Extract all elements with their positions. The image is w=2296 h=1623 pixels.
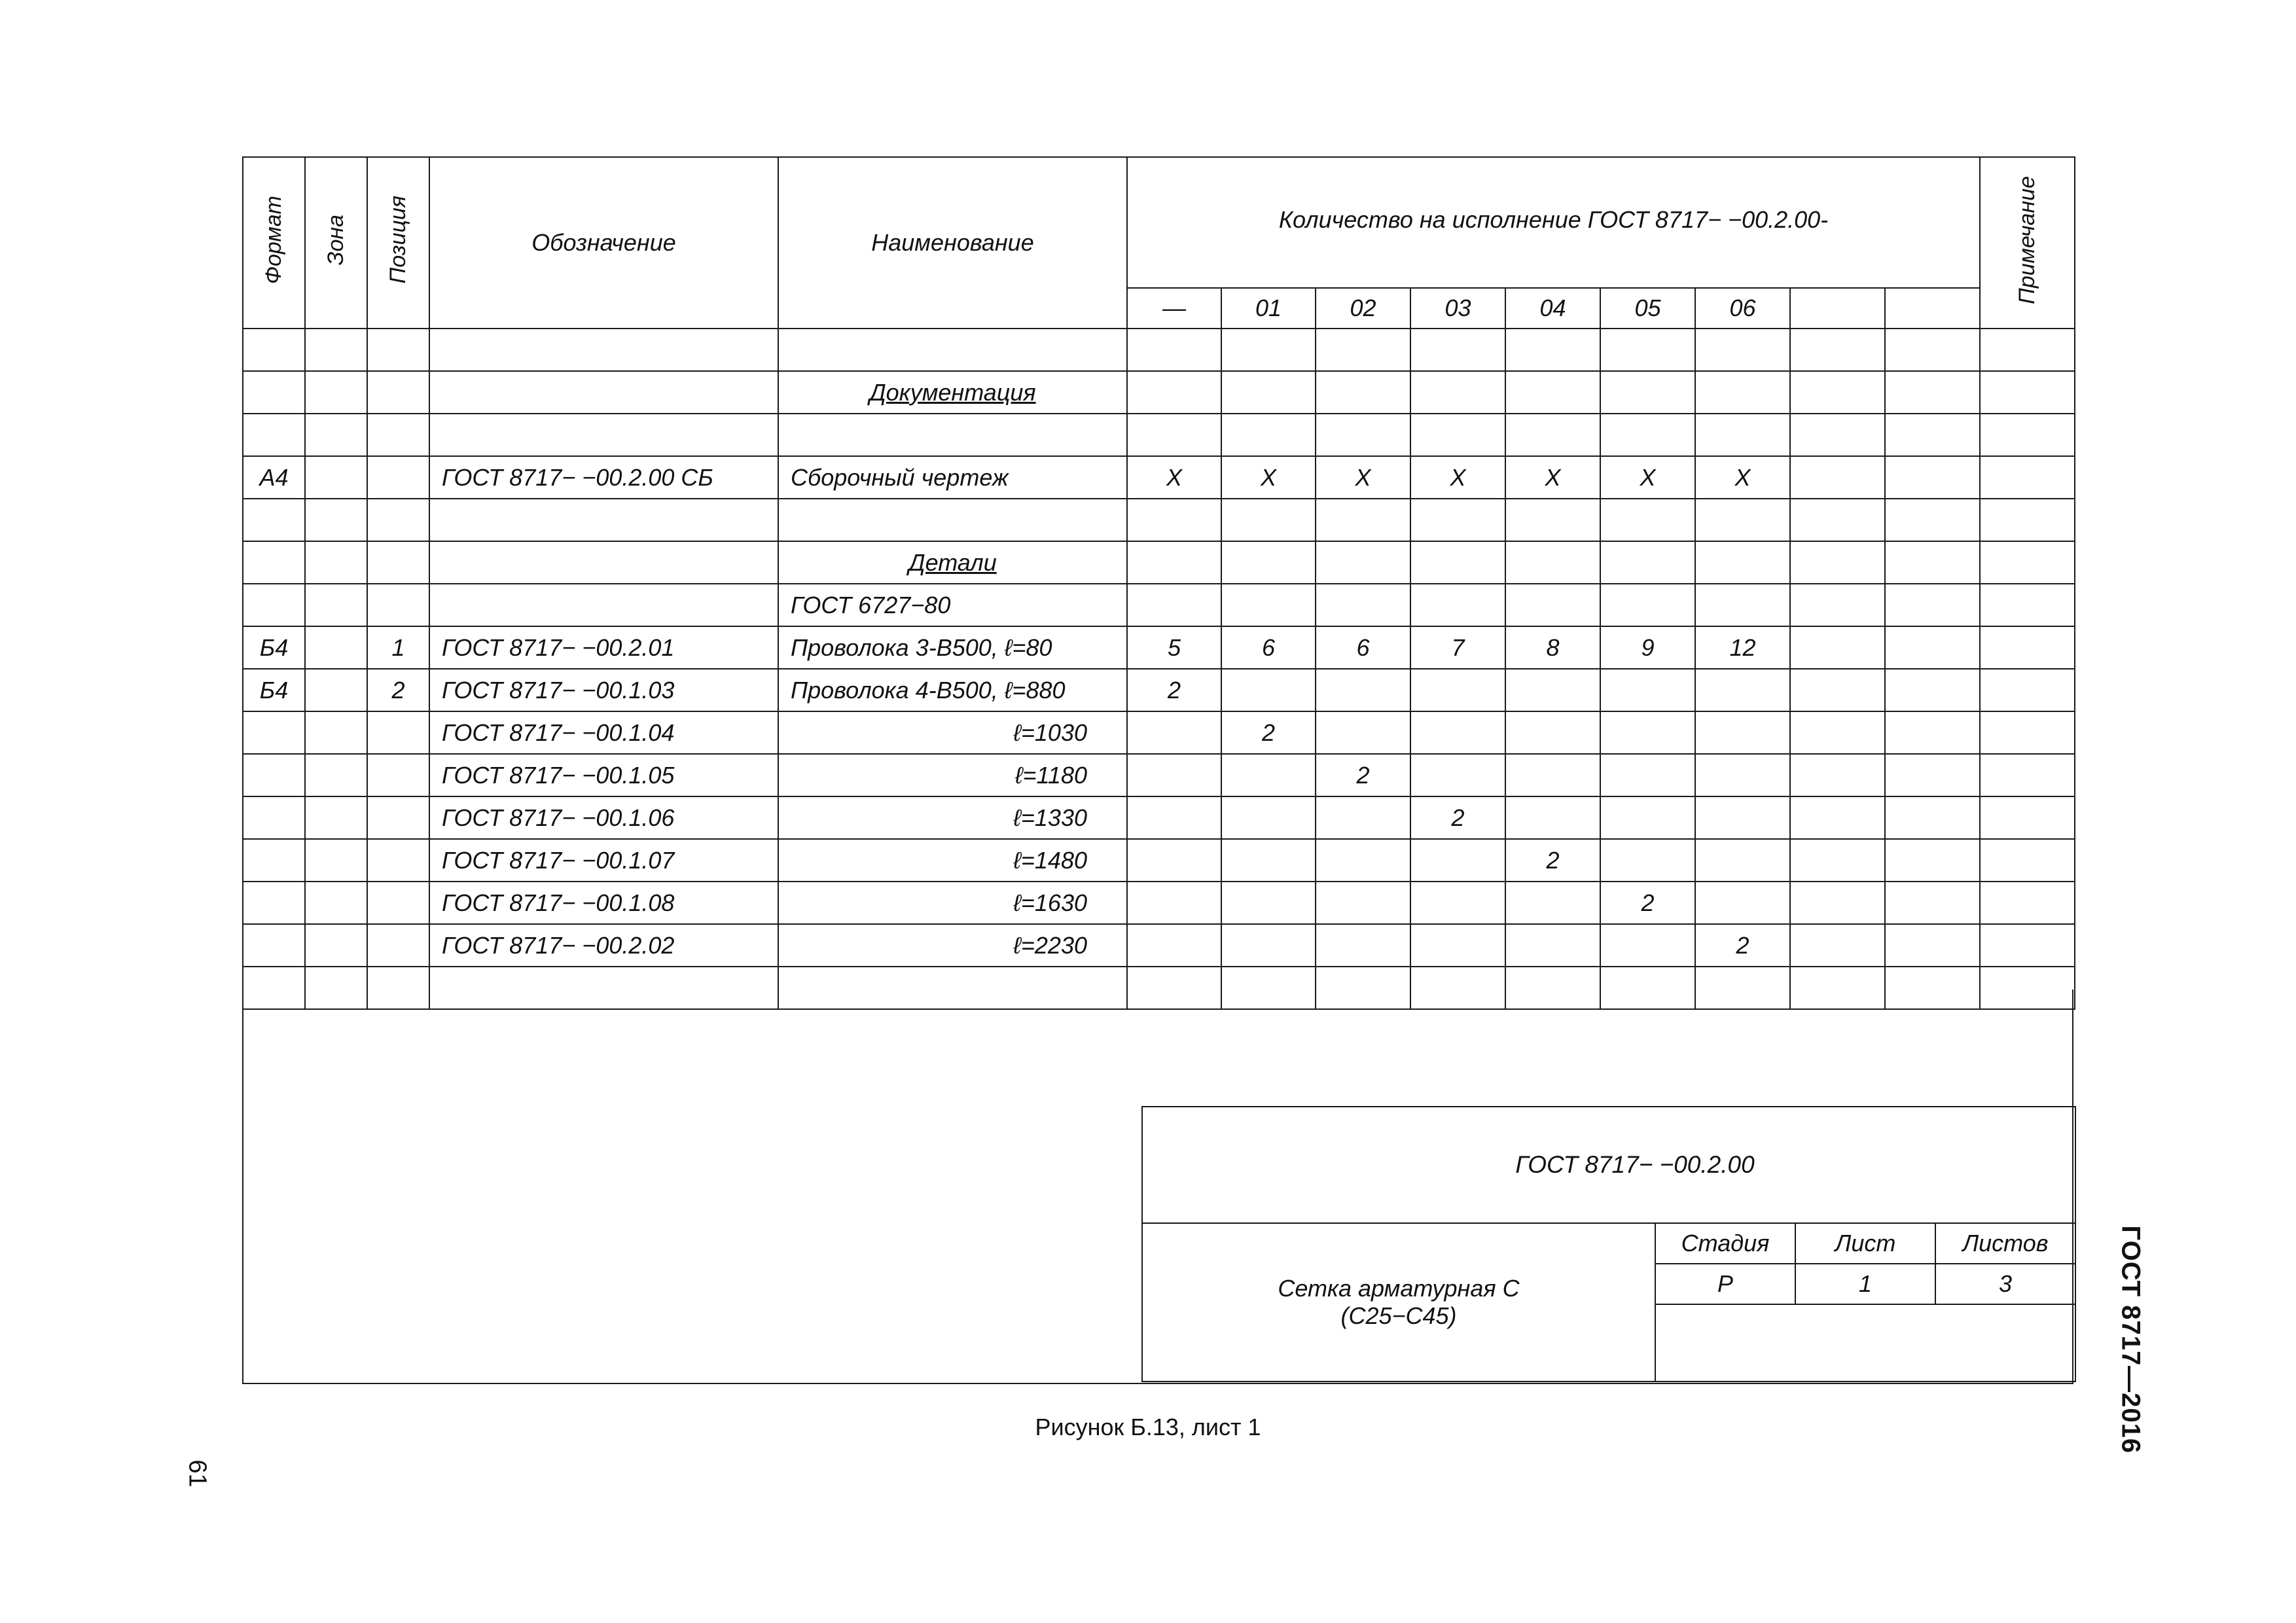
- quantity-cell: [1790, 796, 1885, 839]
- stage-label: Стадия: [1655, 1223, 1795, 1264]
- name-cell: Проволока 4-В500, ℓ=880: [778, 669, 1127, 711]
- quantity-cell: [1885, 754, 1980, 796]
- zone-cell: [305, 754, 367, 796]
- quantity-cell: [1790, 584, 1885, 626]
- quantity-cell: [1885, 541, 1980, 584]
- name-cell: ℓ=1480: [778, 839, 1127, 882]
- table-row: [243, 796, 2075, 839]
- name-cell: ℓ=1630: [778, 882, 1127, 924]
- designation-cell: [429, 584, 778, 626]
- format-cell: [243, 839, 305, 882]
- position-cell: [367, 882, 429, 924]
- note-cell: [1980, 329, 2075, 371]
- figure-caption: Рисунок Б.13, лист 1: [1035, 1414, 1261, 1440]
- header-row: [243, 157, 2075, 288]
- position-cell: [367, 499, 429, 541]
- quantity-cell: [1505, 882, 1600, 924]
- table-row: [243, 584, 2075, 626]
- quantity-cell: [1695, 796, 1790, 839]
- quantity-cell: 8: [1505, 626, 1600, 669]
- position-cell: [367, 839, 429, 882]
- format-cell: [243, 924, 305, 967]
- zone-cell: [305, 329, 367, 371]
- quantity-cell: [1505, 711, 1600, 754]
- quantity-cell: [1695, 371, 1790, 414]
- quantity-cell: [1695, 541, 1790, 584]
- note-cell: [1980, 924, 2075, 967]
- table-row: [243, 839, 2075, 882]
- format-cell: [243, 796, 305, 839]
- quantity-cell: Х: [1316, 456, 1410, 499]
- name-cell: Сборочный чертеж: [778, 456, 1127, 499]
- name-cell: Проволока 3-В500, ℓ=80: [778, 626, 1127, 669]
- quantity-cell: [1505, 329, 1600, 371]
- section-heading: Детали: [908, 548, 997, 576]
- designation-cell: ГОСТ 8717− −00.1.05: [429, 754, 778, 796]
- quantity-cell: [1600, 839, 1695, 882]
- quantity-cell: [1790, 456, 1885, 499]
- quantity-cell: [1127, 584, 1221, 626]
- position-cell: 2: [367, 669, 429, 711]
- position-cell: [367, 456, 429, 499]
- table-row: [243, 414, 2075, 456]
- quantity-cell: [1410, 839, 1505, 882]
- quantity-cell: [1221, 839, 1316, 882]
- quantity-cell: 9: [1600, 626, 1695, 669]
- format-cell: [243, 754, 305, 796]
- quantity-cell: [1221, 499, 1316, 541]
- note-cell: [1980, 754, 2075, 796]
- quantity-cell: [1505, 669, 1600, 711]
- quantity-cell: [1505, 414, 1600, 456]
- table-row: [243, 499, 2075, 541]
- format-cell: [243, 414, 305, 456]
- quantity-cell: [1505, 541, 1600, 584]
- note-cell: [1980, 796, 2075, 839]
- variant-cell: 02: [1316, 288, 1410, 329]
- quantity-cell: 2: [1316, 754, 1410, 796]
- quantity-cell: Х: [1410, 456, 1505, 499]
- quantity-cell: [1221, 584, 1316, 626]
- quantity-cell: [1505, 796, 1600, 839]
- quantity-cell: [1790, 414, 1885, 456]
- designation-cell: ГОСТ 8717− −00.1.06: [429, 796, 778, 839]
- quantity-cell: [1410, 882, 1505, 924]
- title-block-name-line2: (С25−С45): [1340, 1302, 1457, 1329]
- quantity-cell: 2: [1695, 924, 1790, 967]
- quantity-cell: [1221, 754, 1316, 796]
- quantity-cell: [1600, 711, 1695, 754]
- quantity-cell: 2: [1505, 839, 1600, 882]
- variant-cell: 04: [1505, 288, 1600, 329]
- quantity-cell: [1885, 669, 1980, 711]
- quantity-cell: [1316, 329, 1410, 371]
- quantity-cell: [1885, 371, 1980, 414]
- quantity-cell: [1127, 414, 1221, 456]
- quantity-cell: [1885, 796, 1980, 839]
- quantity-cell: [1316, 371, 1410, 414]
- header-zone: Зона: [305, 157, 367, 329]
- quantity-cell: [1885, 711, 1980, 754]
- specification-table: [242, 156, 2075, 1010]
- designation-cell: [429, 541, 778, 584]
- quantity-cell: [1885, 329, 1980, 371]
- quantity-cell: [1600, 754, 1695, 796]
- quantity-cell: [1885, 584, 1980, 626]
- position-cell: [367, 371, 429, 414]
- designation-cell: ГОСТ 8717− −00.1.04: [429, 711, 778, 754]
- header-position: Позиция: [367, 157, 429, 329]
- quantity-cell: [1695, 839, 1790, 882]
- header-quantity: Количество на исполнение ГОСТ 8717− −00.2.00-: [1127, 157, 1980, 288]
- quantity-cell: [1885, 456, 1980, 499]
- variant-cell: 01: [1221, 288, 1316, 329]
- quantity-cell: [1127, 839, 1221, 882]
- position-cell: [367, 541, 429, 584]
- quantity-cell: [1600, 584, 1695, 626]
- quantity-cell: Х: [1600, 456, 1695, 499]
- variant-cell: —: [1127, 288, 1221, 329]
- quantity-cell: [1127, 796, 1221, 839]
- position-cell: [367, 711, 429, 754]
- quantity-cell: [1316, 882, 1410, 924]
- designation-cell: ГОСТ 8717− −00.2.00 СБ: [429, 456, 778, 499]
- format-cell: [243, 371, 305, 414]
- position-cell: [367, 796, 429, 839]
- format-cell: [243, 329, 305, 371]
- quantity-cell: [1695, 711, 1790, 754]
- zone-cell: [305, 669, 367, 711]
- quantity-cell: [1410, 329, 1505, 371]
- sheets-value: 3: [1935, 1264, 2075, 1304]
- format-cell: Б4: [243, 626, 305, 669]
- quantity-cell: [1316, 796, 1410, 839]
- quantity-cell: [1410, 669, 1505, 711]
- quantity-cell: [1695, 754, 1790, 796]
- zone-cell: [305, 882, 367, 924]
- quantity-cell: 12: [1695, 626, 1790, 669]
- quantity-cell: [1790, 329, 1885, 371]
- variant-cell: 05: [1600, 288, 1695, 329]
- quantity-cell: [1885, 882, 1980, 924]
- sheets-label: Листов: [1935, 1223, 2075, 1264]
- quantity-cell: [1695, 414, 1790, 456]
- quantity-cell: [1316, 669, 1410, 711]
- name-cell: ℓ=2230: [778, 924, 1127, 967]
- section-heading: Документация: [869, 378, 1036, 406]
- designation-cell: ГОСТ 8717− −00.2.02: [429, 924, 778, 967]
- designation-cell: [429, 371, 778, 414]
- designation-cell: [429, 329, 778, 371]
- quantity-cell: [1600, 541, 1695, 584]
- name-cell: [778, 371, 1127, 414]
- variant-cell: [1885, 288, 1980, 329]
- designation-cell: ГОСТ 8717− −00.1.03: [429, 669, 778, 711]
- quantity-cell: [1410, 584, 1505, 626]
- format-cell: [243, 541, 305, 584]
- quantity-cell: [1505, 754, 1600, 796]
- quantity-cell: [1600, 924, 1695, 967]
- standard-number: ГОСТ 8717—2016: [2116, 1225, 2145, 1454]
- table-row: [243, 371, 2075, 414]
- position-cell: [367, 754, 429, 796]
- position-cell: [367, 924, 429, 967]
- quantity-cell: [1127, 541, 1221, 584]
- note-cell: [1980, 371, 2075, 414]
- quantity-cell: [1600, 371, 1695, 414]
- format-cell: [243, 711, 305, 754]
- quantity-cell: [1410, 414, 1505, 456]
- quantity-cell: [1790, 499, 1885, 541]
- table-row: [243, 754, 2075, 796]
- stage-value: Р: [1655, 1264, 1795, 1304]
- quantity-cell: Х: [1127, 456, 1221, 499]
- sheet-value: 1: [1795, 1264, 1935, 1304]
- quantity-cell: [1221, 541, 1316, 584]
- title-block-name-line1: Сетка арматурная С: [1278, 1275, 1520, 1302]
- variant-cell: 03: [1410, 288, 1505, 329]
- title-block: [1141, 1106, 2076, 1382]
- note-cell: [1980, 711, 2075, 754]
- name-cell: ГОСТ 6727−80: [778, 584, 1127, 626]
- quantity-cell: 2: [1410, 796, 1505, 839]
- quantity-cell: [1790, 754, 1885, 796]
- quantity-cell: [1221, 669, 1316, 711]
- zone-cell: [305, 499, 367, 541]
- quantity-cell: [1410, 499, 1505, 541]
- quantity-cell: [1790, 924, 1885, 967]
- name-cell: [778, 541, 1127, 584]
- quantity-cell: [1316, 924, 1410, 967]
- note-cell: [1980, 414, 2075, 456]
- quantity-cell: [1600, 796, 1695, 839]
- note-cell: [1980, 499, 2075, 541]
- position-cell: [367, 414, 429, 456]
- quantity-cell: [1600, 414, 1695, 456]
- sheet-label: Лист: [1795, 1223, 1935, 1264]
- title-block-empty-cell: [1655, 1304, 2075, 1382]
- quantity-cell: [1127, 711, 1221, 754]
- name-cell: [778, 329, 1127, 371]
- quantity-cell: 5: [1127, 626, 1221, 669]
- quantity-cell: [1695, 584, 1790, 626]
- quantity-cell: [1127, 329, 1221, 371]
- designation-cell: ГОСТ 8717− −00.2.01: [429, 626, 778, 669]
- quantity-cell: [1885, 924, 1980, 967]
- quantity-cell: [1885, 626, 1980, 669]
- quantity-cell: [1221, 882, 1316, 924]
- quantity-cell: Х: [1695, 456, 1790, 499]
- zone-cell: [305, 584, 367, 626]
- quantity-cell: 2: [1221, 711, 1316, 754]
- quantity-cell: 6: [1316, 626, 1410, 669]
- quantity-cell: [1316, 584, 1410, 626]
- quantity-cell: [1885, 414, 1980, 456]
- quantity-cell: [1790, 371, 1885, 414]
- name-cell: ℓ=1180: [778, 754, 1127, 796]
- zone-cell: [305, 924, 367, 967]
- quantity-cell: [1790, 711, 1885, 754]
- zone-cell: [305, 626, 367, 669]
- quantity-cell: [1600, 329, 1695, 371]
- quantity-cell: [1505, 499, 1600, 541]
- table-row: [243, 541, 2075, 584]
- position-cell: 1: [367, 626, 429, 669]
- quantity-cell: [1695, 329, 1790, 371]
- header-designation: Обозначение: [429, 157, 778, 329]
- table-row: [243, 626, 2075, 669]
- variant-cell: [1790, 288, 1885, 329]
- note-cell: [1980, 839, 2075, 882]
- quantity-cell: [1600, 669, 1695, 711]
- quantity-cell: [1790, 669, 1885, 711]
- quantity-cell: [1695, 499, 1790, 541]
- table-row: [243, 882, 2075, 924]
- note-cell: [1980, 669, 2075, 711]
- quantity-cell: [1885, 839, 1980, 882]
- note-cell: [1980, 584, 2075, 626]
- quantity-cell: [1316, 414, 1410, 456]
- variant-cell: 06: [1695, 288, 1790, 329]
- quantity-cell: [1127, 371, 1221, 414]
- name-cell: ℓ=1030: [778, 711, 1127, 754]
- quantity-cell: [1695, 882, 1790, 924]
- quantity-cell: [1221, 371, 1316, 414]
- quantity-cell: [1221, 924, 1316, 967]
- quantity-cell: [1600, 499, 1695, 541]
- format-cell: А4: [243, 456, 305, 499]
- title-block-name: [1142, 1223, 1655, 1382]
- header-name: Наименование: [778, 157, 1127, 329]
- quantity-cell: 2: [1127, 669, 1221, 711]
- name-cell: [778, 499, 1127, 541]
- quantity-cell: [1410, 371, 1505, 414]
- format-cell: [243, 882, 305, 924]
- position-cell: [367, 584, 429, 626]
- zone-cell: [305, 414, 367, 456]
- note-cell: [1980, 626, 2075, 669]
- table-row: [243, 456, 2075, 499]
- header-format: Формат: [243, 157, 305, 329]
- table-row: [243, 669, 2075, 711]
- quantity-cell: [1505, 924, 1600, 967]
- designation-cell: [429, 499, 778, 541]
- quantity-cell: [1316, 499, 1410, 541]
- format-cell: [243, 584, 305, 626]
- designation-cell: [429, 414, 778, 456]
- quantity-cell: [1221, 329, 1316, 371]
- quantity-cell: [1505, 584, 1600, 626]
- table-row: [243, 329, 2075, 371]
- zone-cell: [305, 839, 367, 882]
- zone-cell: [305, 541, 367, 584]
- quantity-cell: [1410, 754, 1505, 796]
- quantity-cell: [1316, 711, 1410, 754]
- format-cell: [243, 499, 305, 541]
- quantity-cell: [1885, 499, 1980, 541]
- quantity-cell: [1127, 499, 1221, 541]
- quantity-cell: [1790, 626, 1885, 669]
- page-number: 61: [183, 1459, 211, 1488]
- position-cell: [367, 329, 429, 371]
- note-cell: [1980, 882, 2075, 924]
- quantity-cell: [1316, 839, 1410, 882]
- designation-cell: ГОСТ 8717− −00.1.08: [429, 882, 778, 924]
- quantity-cell: [1221, 796, 1316, 839]
- quantity-cell: [1790, 882, 1885, 924]
- quantity-cell: [1410, 711, 1505, 754]
- table-row: [243, 924, 2075, 967]
- name-cell: [778, 414, 1127, 456]
- note-cell: [1980, 456, 2075, 499]
- zone-cell: [305, 371, 367, 414]
- zone-cell: [305, 796, 367, 839]
- quantity-cell: Х: [1505, 456, 1600, 499]
- quantity-cell: 2: [1600, 882, 1695, 924]
- quantity-cell: [1127, 754, 1221, 796]
- zone-cell: [305, 711, 367, 754]
- quantity-cell: [1790, 839, 1885, 882]
- designation-cell: ГОСТ 8717− −00.1.07: [429, 839, 778, 882]
- quantity-cell: [1127, 924, 1221, 967]
- quantity-cell: [1695, 669, 1790, 711]
- quantity-cell: [1410, 541, 1505, 584]
- quantity-cell: [1316, 541, 1410, 584]
- name-cell: ℓ=1330: [778, 796, 1127, 839]
- quantity-cell: [1410, 924, 1505, 967]
- header-note: Примечание: [1980, 157, 2075, 329]
- quantity-cell: [1505, 371, 1600, 414]
- zone-cell: [305, 456, 367, 499]
- quantity-cell: Х: [1221, 456, 1316, 499]
- quantity-cell: [1127, 882, 1221, 924]
- quantity-cell: 7: [1410, 626, 1505, 669]
- title-block-designation: ГОСТ 8717− −00.2.00: [1142, 1107, 2075, 1223]
- quantity-cell: [1221, 414, 1316, 456]
- quantity-cell: 6: [1221, 626, 1316, 669]
- note-cell: [1980, 541, 2075, 584]
- quantity-cell: [1790, 541, 1885, 584]
- table-row: [243, 711, 2075, 754]
- format-cell: Б4: [243, 669, 305, 711]
